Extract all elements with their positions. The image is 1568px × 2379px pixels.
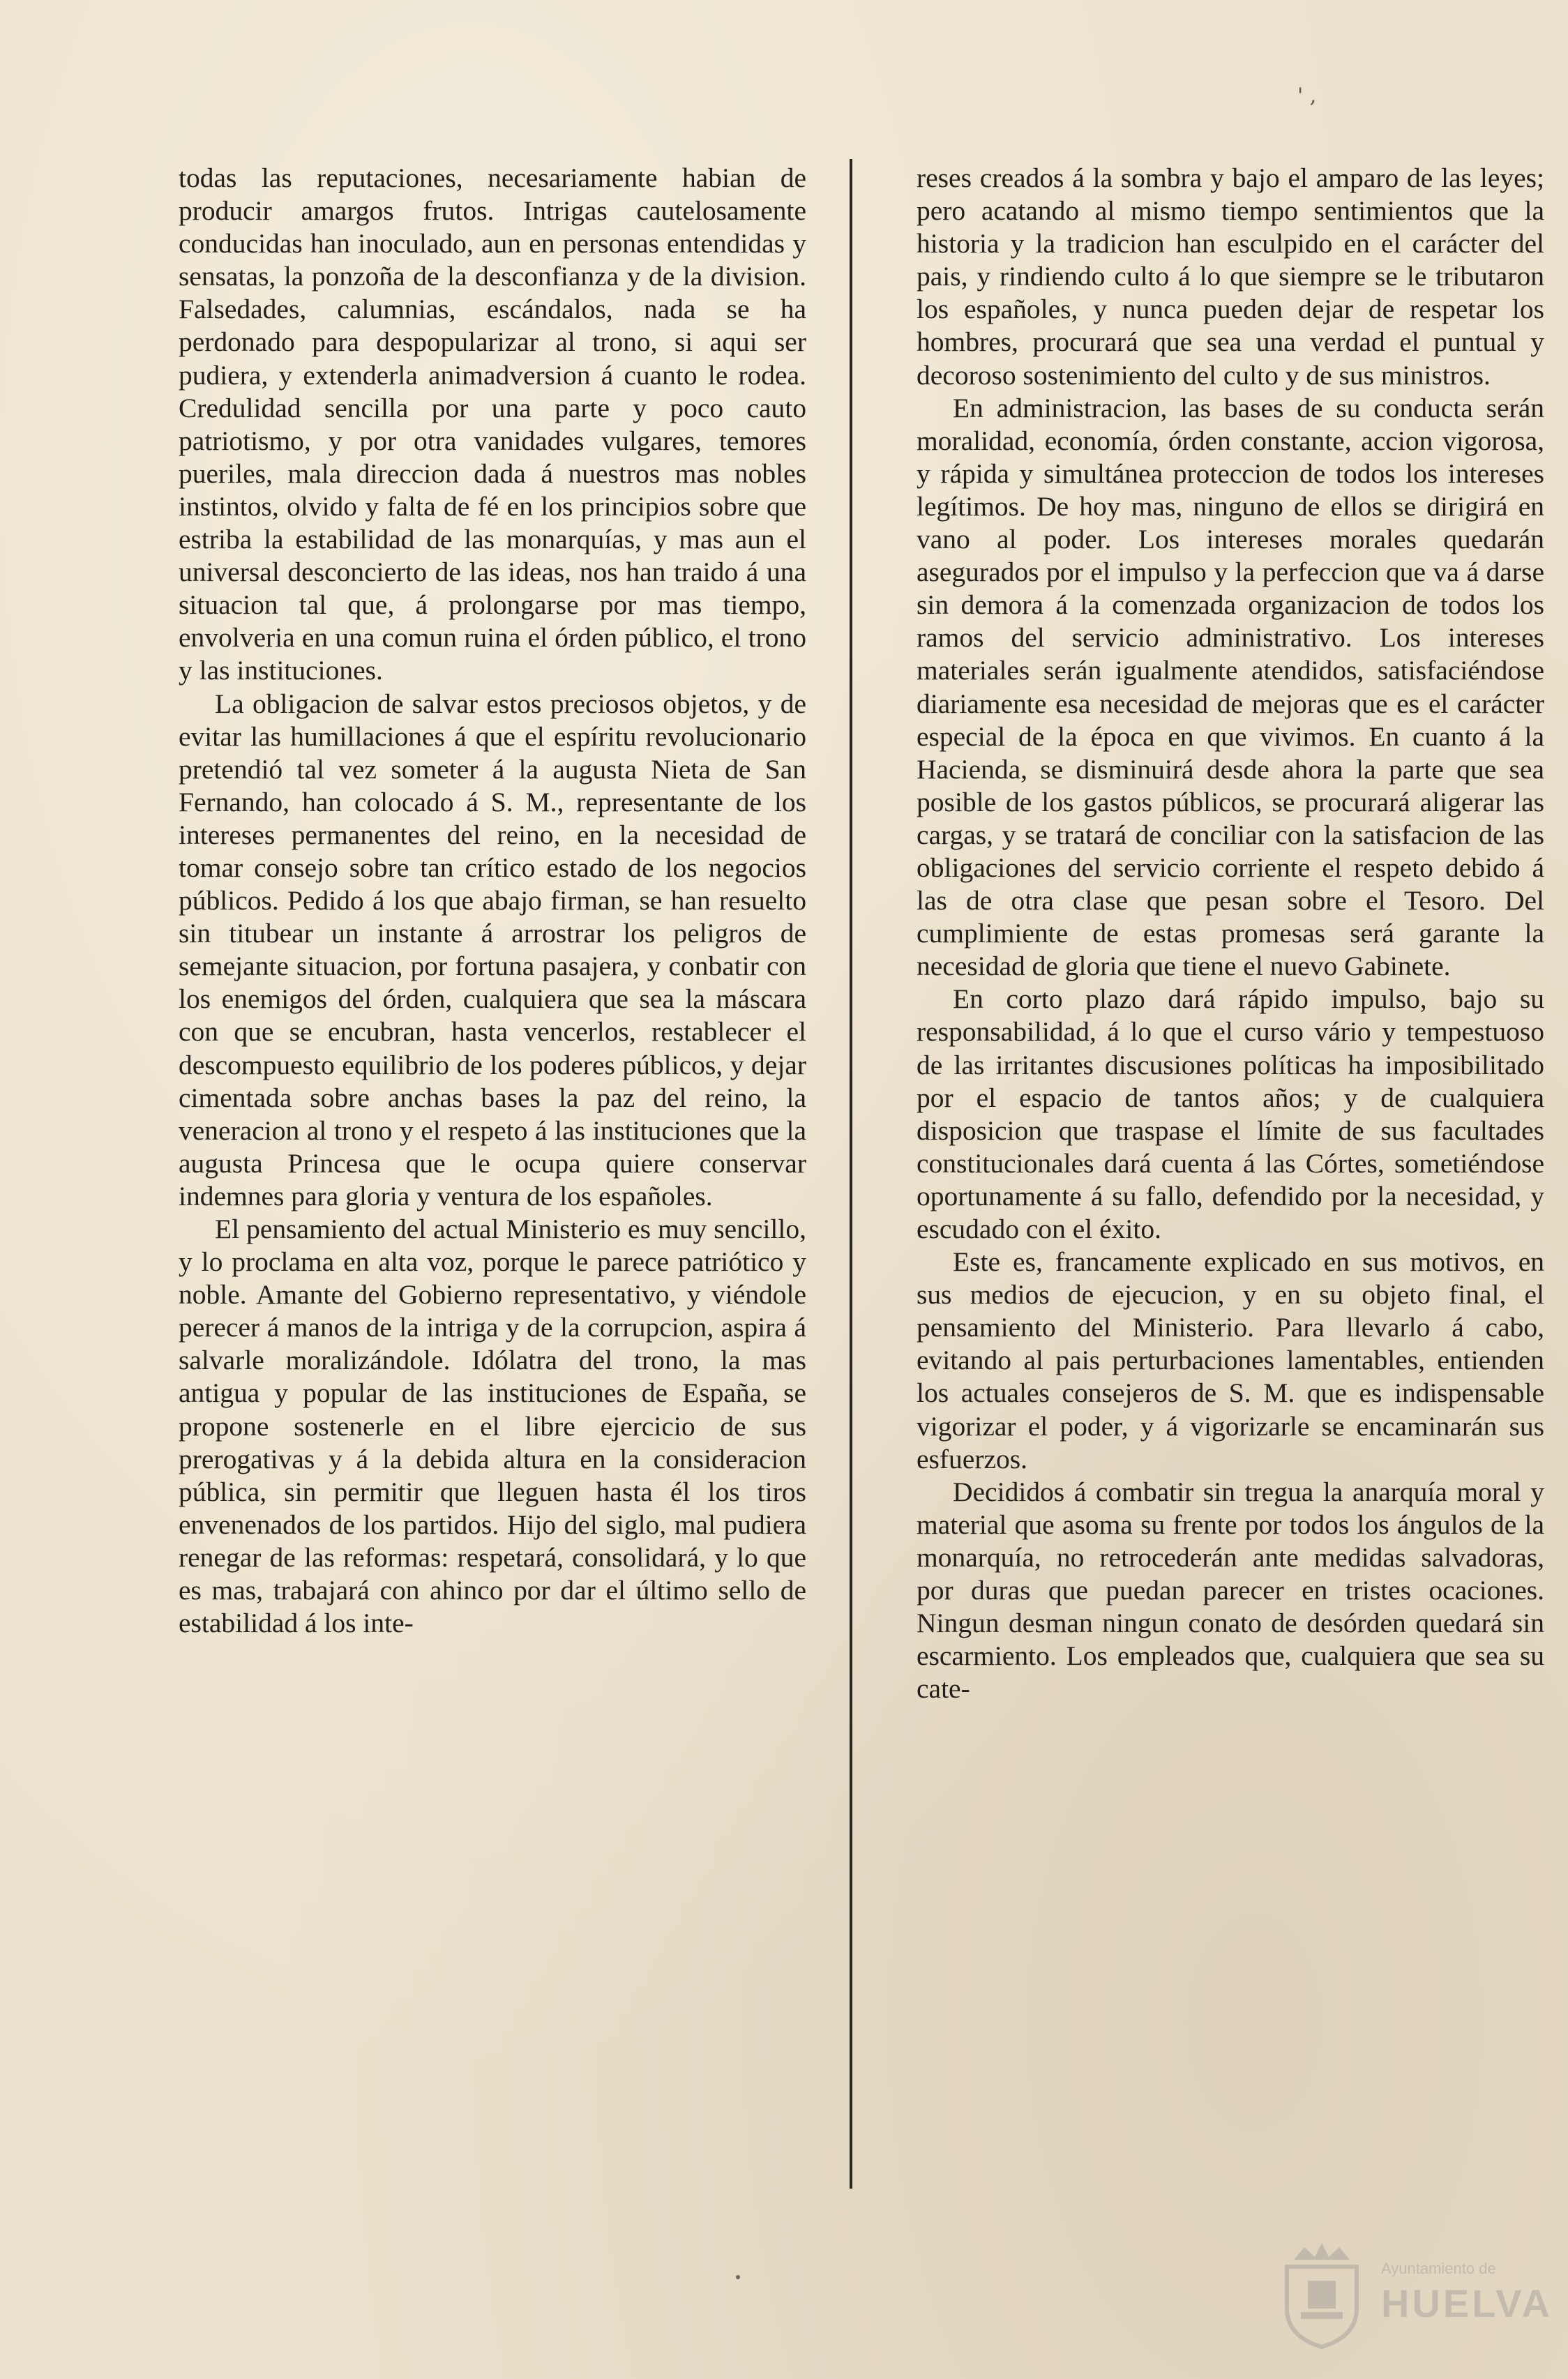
crest-icon xyxy=(1276,2239,1367,2350)
paragraph: reses creados á la sombra y bajo el amparo de las leyes; pero acatando al mismo tiempo sentimientos que la historia y la tradicion han esculpido en el carácter del pais, y rindiendo culto á lo que siempre se le tributaron los españoles, y nunca pueden dejar de respetar los hombres, procurará que sea una verdad el puntual y decoroso sostenimiento del culto y de sus ministros. xyxy=(917,163,1544,391)
paragraph: Decididos á combatir sin tregua la anarquía moral y material que asoma su frente por todos los ángulos de la monarquía, no retrocederán ante medidas salvadoras, por duras que puedan parecer en tristes ocaciones. Ningun desman ningun conato de desórden quedará sin escarmiento. Los empleados que, cualquiera que sea su cate- xyxy=(917,1476,1544,1705)
paragraph: La obligacion de salvar estos preciosos objetos, y de evitar las humillaciones á que el espíritu revolucionario pretendió tal vez someter á la augusta Nieta de San Fernando, han colocado á S. M., representante de los intereses permanentes del reino, en la necesidad de tomar consejo sobre tan crítico estado de los negocios públicos. Pedido á los que abajo firman, se han resuelto sin titubear un instante á arrostrar los peligros de semejante situacion, por fortuna pasajera, y conbatir con los enemigos del órden, cualquiera que sea la máscara con que se encubran, hasta vencerlos, restablecer el descompuesto equilibrio de los poderes públicos, y dejar cimentada sobre anchas bases la paz del reino, la veneracion al trono y el respeto á las instituciones que la augusta Princesa que le ocupa quiere conservar indemnes para gloria y ventura de los españoles. xyxy=(179,688,806,1211)
column-divider xyxy=(850,159,852,2189)
paragraph: En corto plazo dará rápido impulso, bajo su responsabilidad, á lo que el curso vário y tempestuoso de las irritantes discusiones políticas ha imposibilitado por el espacio de tantos años; y de cualquiera disposicion que traspase el límite de sus facultades constitucionales dará cuenta á las Córtes, sometiéndose oportunamente á su fallo, defendido por la necesidad, y escudado con el éxito. xyxy=(917,983,1544,1244)
watermark-small-text: Ayuntamiento de xyxy=(1381,2260,1496,2277)
watermark-main-text: HUELVA xyxy=(1381,2281,1553,2325)
corner-mark: ' , xyxy=(1297,84,1317,108)
archive-watermark xyxy=(1276,2239,1553,2357)
paragraph: En administracion, las bases de su conducta serán moralidad, economía, órden constante, accion vigorosa, y rápida y simultánea proteccion de todos los intereses legítimos. De hoy mas, ninguno de ellos se dirigirá en vano al poder. Los intereses morales quedarán asegurados por el impulso y la perfeccion que va á darse sin demora á la comenzada organizacion de todos los ramos del servicio administrativo. Los intereses materiales serán igualmente atendidos, satisfaciéndose diariamente esa necesidad de mejoras que es el carácter especial de la época en que vivimos. En cuanto á la Hacienda, se disminuirá desde ahora la parte que sea posible de los gastos públicos, se procurará aligerar las cargas, y se tratará de conciliar con la satisfacion de las obligaciones del servicio corriente el respeto debido á las de otra clase que pesan sobre el Tesoro. Del cumplimiente de estas promesas será garante la necesidad de gloria que tiene el nuevo Gabinete. xyxy=(917,392,1544,982)
paragraph: El pensamiento del actual Ministerio es muy sencillo, y lo proclama en alta voz, porque le parece patriótico y noble. Amante del Gobierno representativo, y viéndole perecer á manos de la intriga y de la corrupcion, aspira á salvarle moralizándole. Idólatra del trono, la mas antigua y popular de las instituciones de España, se propone sostenerle en el libre ejercicio de sus prerogativas y á la debida altura en la consideracion pública, sin permitir que lleguen hasta él los tiros envenenados de los partidos. Hijo del siglo, mal pudiera renegar de las reformas: respetará, consolidará, y lo que es mas, trabajará con ahinco por dar el último sello de estabilidad á los inte- xyxy=(179,1214,806,1639)
right-text-column xyxy=(917,162,1544,1705)
ink-speck xyxy=(736,2275,740,2279)
paragraph: todas las reputaciones, necesariamente habian de producir amargos frutos. Intrigas cautelosamente conducidas han inoculado, aun en personas entendidas y sensatas, la ponzoña de la desconfianza y de la division. Falsedades, calumnias, escándalos, nada se ha perdonado para despopularizar al trono, si aqui ser pudiera, y extenderla animadversion á cuanto le rodea. Credulidad sencilla por una parte y poco cauto patriotismo, y por otra vanidades vulgares, temores pueriles, mala direccion dada á nuestros mas nobles instintos, olvido y falta de fé en los principios sobre que estriba la estabilidad de las monarquías, y mas aun el universal desconcierto de las ideas, nos han traido á una situacion tal que, á prolongarse por mas tiempo, envolveria en una comun ruina el órden público, el trono y las instituciones. xyxy=(179,163,806,686)
left-text-column xyxy=(179,162,806,1640)
paragraph: Este es, francamente explicado en sus motivos, en sus medios de ejecucion, y en su objeto final, el pensamiento del Ministerio. Para llevarlo á cabo, evitando al pais perturbaciones lamentables, entienden los actuales consejeros de S. M. que es indispensable vigorizar el poder, y á vigorizarle se encaminarán sus esfuerzos. xyxy=(917,1246,1544,1474)
